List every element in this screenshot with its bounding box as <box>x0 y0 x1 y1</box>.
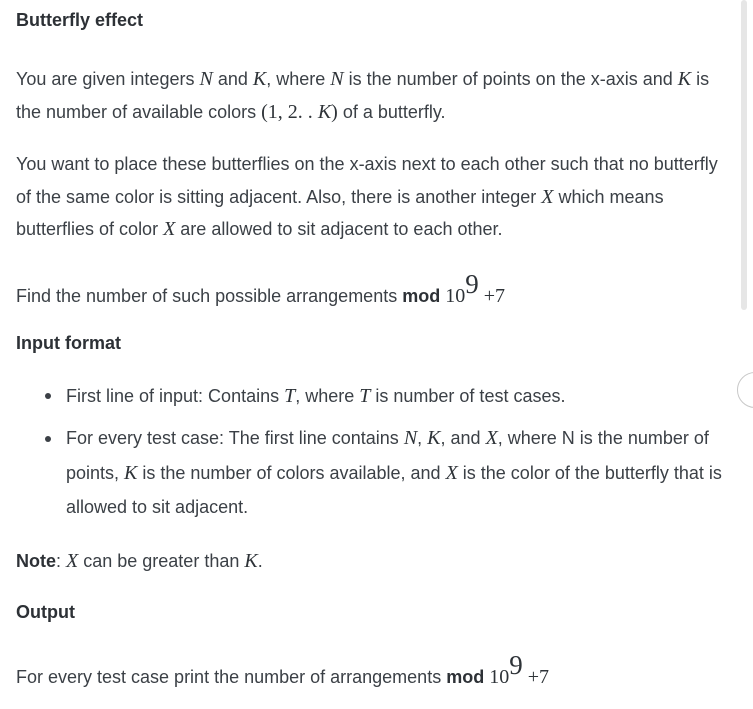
math-base: 10 <box>489 666 510 688</box>
note-paragraph <box>16 545 731 578</box>
math-var: X <box>66 550 79 572</box>
text: , where <box>266 69 331 89</box>
text: For every test case: The first line contains <box>66 428 404 448</box>
list-item-test-case <box>66 421 726 525</box>
math-var: K <box>677 68 692 90</box>
math-var: K <box>427 427 441 449</box>
output-heading: Output <box>16 602 75 622</box>
note-label: Note <box>16 551 56 571</box>
paragraph-place-butterflies <box>16 148 731 246</box>
math-var: X <box>541 185 554 208</box>
math-expr: ) <box>331 100 338 123</box>
text: is the number of points on the x-axis and <box>343 69 678 89</box>
math-expr: +7 <box>527 666 550 688</box>
text: , where N is the number of points, <box>66 428 709 483</box>
math-expr: +7 <box>483 285 506 307</box>
text: First line of input: Contains <box>66 386 285 406</box>
math-var: T <box>359 385 371 407</box>
input-format-heading: Input format <box>16 333 121 353</box>
text: You want to place these butterflies on the x-axis next to each other such that no butterfly of the same color is sitting adjacent. Also, there is another integer <box>16 154 718 207</box>
problem-title: Butterfly effect <box>16 10 144 30</box>
math-var: K <box>124 461 138 484</box>
paragraph-output <box>16 650 731 694</box>
math-var: K <box>244 550 258 572</box>
text: is the number of available colors <box>16 69 710 122</box>
math-var: K <box>317 100 332 123</box>
scrollbar-thumb[interactable] <box>741 0 747 310</box>
text: is number of test cases. <box>370 386 566 406</box>
mod-label: mod <box>402 286 441 306</box>
text: , and <box>440 428 486 448</box>
math-exponent: 9 <box>465 269 479 299</box>
math-var: K <box>252 68 267 90</box>
text: , <box>417 428 428 448</box>
math-var: N <box>403 427 418 449</box>
math-base: 10 <box>445 285 466 307</box>
text: Find the number of such possible arrangements <box>16 286 403 306</box>
text: are allowed to sit adjacent to each other. <box>175 219 503 239</box>
paragraph-find-arrangements <box>16 269 731 313</box>
math-var: T <box>284 385 296 407</box>
math-expr: (1, 2. . <box>261 100 318 123</box>
text: . <box>257 551 263 571</box>
math-var: X <box>445 461 458 484</box>
text: and <box>212 69 253 89</box>
math-var: X <box>485 427 498 449</box>
text: which means butterflies of color <box>16 186 664 239</box>
scrollbar[interactable] <box>737 0 753 709</box>
list-item-first-line <box>66 379 726 414</box>
text: For every test case print the number of arrangements <box>16 667 447 687</box>
text: You are given integers <box>16 69 200 89</box>
text: of a butterfly. <box>337 101 446 122</box>
text: is the color of the butterfly that is allowed to sit adjacent. <box>66 462 722 517</box>
text: , where <box>295 386 360 406</box>
text: can be greater than <box>78 551 245 571</box>
paragraph-given-integers <box>16 63 731 128</box>
math-var: X <box>163 218 176 240</box>
math-exponent: 9 <box>509 650 523 680</box>
math-var: N <box>330 68 344 90</box>
text: : <box>56 551 67 571</box>
math-var: N <box>199 68 213 90</box>
text: is the number of colors available, and <box>137 462 446 483</box>
mod-label: mod <box>446 667 485 687</box>
